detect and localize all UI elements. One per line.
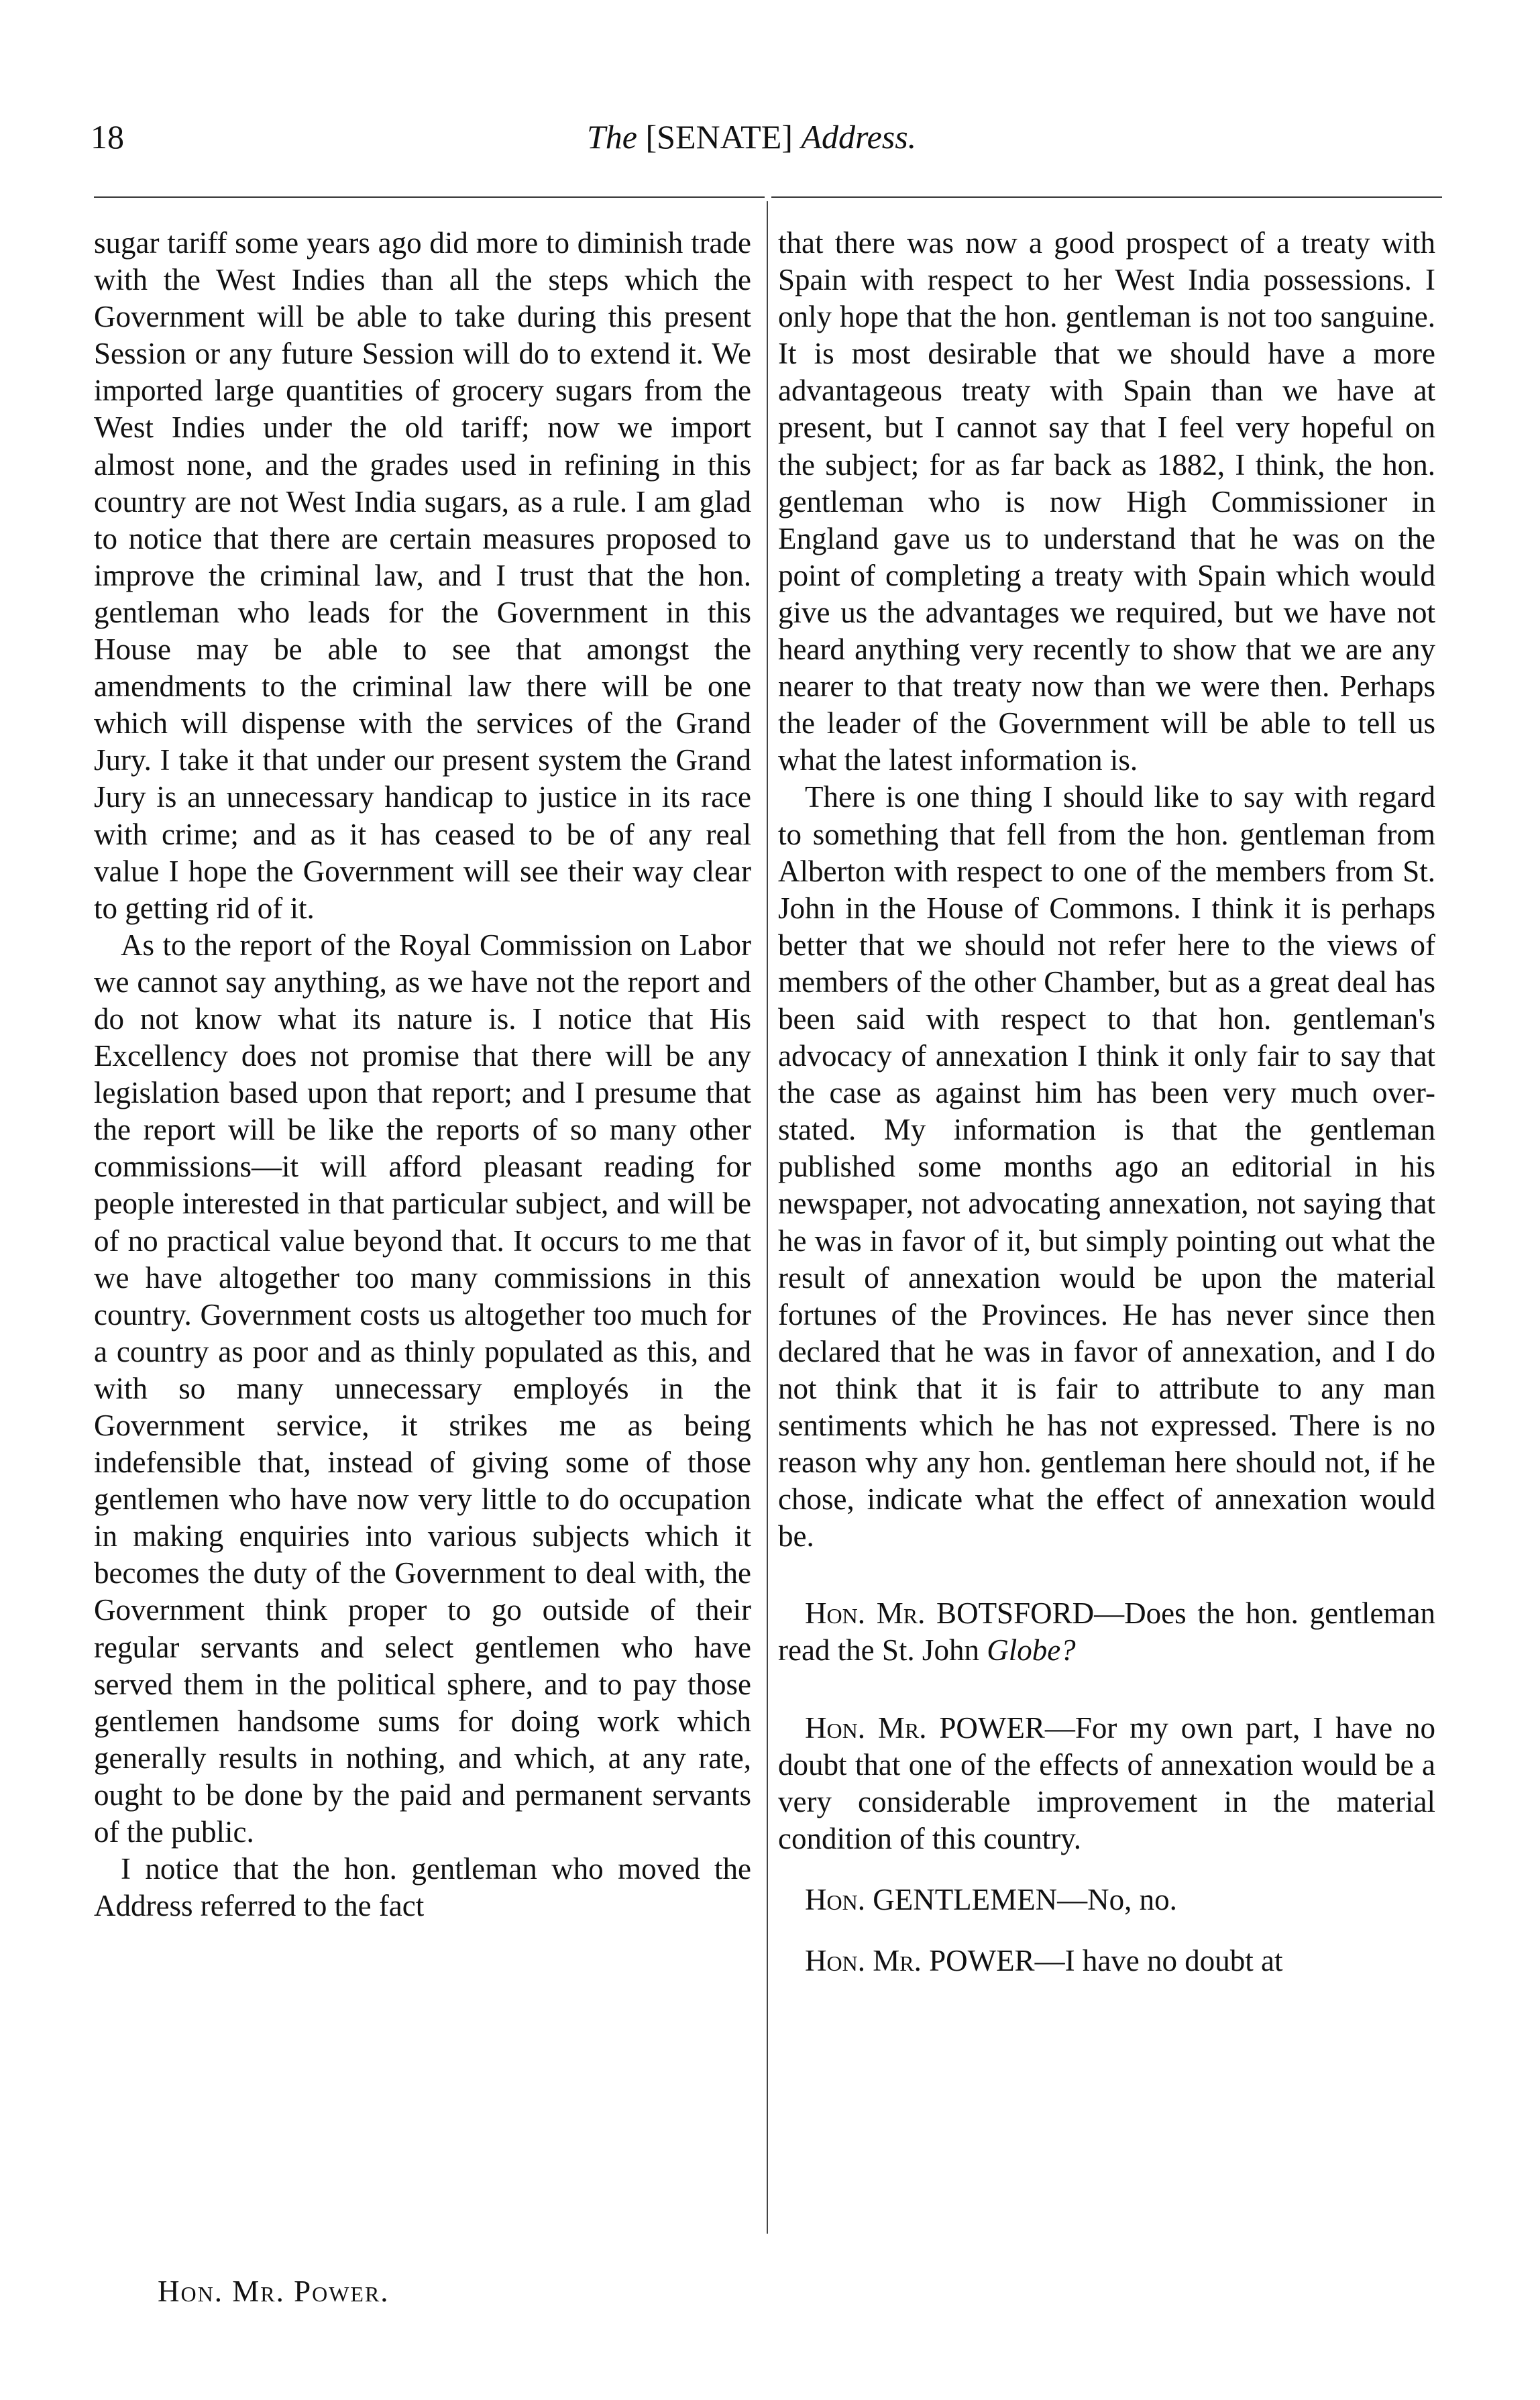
column-divider [767, 201, 768, 2234]
gentlemen-remark [778, 1881, 1435, 1918]
title-address: Address. [801, 118, 917, 156]
header-rule-right [771, 196, 1442, 198]
speaker-power: Hon. Mr. POWER [805, 1710, 1045, 1745]
page-number: 18 [91, 118, 124, 156]
footer-signature: Hon. Mr. Power. [158, 2275, 390, 2308]
title-senate: [SENATE] [637, 118, 802, 156]
botsford-remark [778, 1595, 1435, 1669]
gentlemen-text: —No, no. [1057, 1882, 1177, 1916]
left-column [94, 225, 751, 1924]
speaker-gentlemen: Hon. GENTLEMEN [805, 1882, 1058, 1916]
left-paragraph-1: sugar tariff some years ago did more to diminish trade with the West Indies than all the steps which the Government will be able to take during this present Session or any future Session will do to extend it. We imported large quantities of grocery sugars from the West Indies under the old tariff; now we import almost none, and the grades used in refining in this country are not West India sugars, as a rule. I am glad to notice that there are certain measures proposed to improve the criminal law, and I trust that the hon. gentleman who leads for the Government in this House may be able to see that amongst the amendments to the criminal law there will be one which will dispense with the services of the Grand Jury. I take it that under our present system the Grand Jury is an unnecessary handicap to justice in its race with crime; and as it has ceased to be of any real value I hope the Government will see their way clear to getting rid of it. [94, 226, 751, 925]
left-paragraph-2: As to the report of the Royal Commission on Labor we cannot say anything, as we have not the report and do not know what its nature is. I notice that His Excellency does not promise that there will be any legislation based upon that report; and I presume that the report will be like the reports of so many other commissions—it will afford pleasant reading for people interested in that particular subject, and will be of no practical value beyond that. It occurs to me that we have altogether too many commissions in this country. Government costs us altogether too much for a country as poor and as thinly populated as this, and with so many unnecessary employés in the Government service, it strikes me as being indefensible that, instead of giving some of those gentlemen who have now very little to do occupation in making enquiries into various subjects which it becomes the duty of the Government to deal with, the Government think proper to go outside of their regular servants and select gentlemen who have served them in the political sphere, and to pay those gentlemen handsome sums for doing work which generally results in nothing, and which, at any rate, ought to be done by the paid and permanent servants of the public. [94, 928, 751, 1849]
right-paragraph-2: There is one thing I should like to say with regard to something that fell from the hon. gentleman from Alberton with respect to one of the members from St. John in the House of Commons. I think it is perhaps better that we should not refer here to the views of members of the other Chamber, but as a great deal has been said with respect to that hon. gentleman's advocacy of annexation I think it only fair to say that the case as against him has been very much over-stated. My information is that the gentleman published some months ago an editorial in his newspaper, not advocating annexation, not saying that he was in favor of it, but simply pointing out what the result of annexation would be upon the material fortunes of the Provinces. He has never since then declared that he was in favor of annexation, and I do not think that it is fair to attribute to any man sentiments which he has not expressed. There is no reason why any hon. gentleman here should not, if he chose, indicate what the effect of annexation would be. [778, 780, 1435, 1553]
page-header [0, 117, 1540, 164]
right-paragraph-1: that there was now a good prospect of a treaty with Spain with respect to her West India possessions. I only hope that the hon. gentleman is not too sanguine. It is most desirable that we should have a more advantageous treaty with Spain than we have at present, but I cannot say that I feel very hopeful on the subject; for as far back as 1882, I think, the hon. gentleman who is now High Commissioner in England gave us to understand that he was on the point of completing a treaty with Spain which would give us the advantages we required, but we have not heard anything very recently to show that we are any nearer to that treaty now than we were then. Perhaps the leader of the Government will be able to tell us what the latest information is. [778, 226, 1435, 777]
power-text-2: —I have no doubt at [1034, 1944, 1283, 1978]
speaker-power-2: Hon. Mr. POWER [805, 1944, 1035, 1978]
header-rule-left [94, 196, 765, 198]
globe-title: Globe? [987, 1633, 1076, 1668]
speaker-botsford: Hon. Mr. BOTSFORD [805, 1596, 1095, 1631]
right-column [778, 225, 1435, 1979]
title-the: The [587, 118, 637, 156]
power-remark [778, 1710, 1435, 1857]
botsford-text: —Does the hon. gentleman read the St. John [778, 1596, 1435, 1668]
power-remark-2 [778, 1943, 1435, 1979]
left-paragraph-3: I notice that the hon. gentleman who moved the Address referred to the fact [94, 1852, 751, 1923]
power-text: —For my own part, I have no doubt that one of the effects of annexation would be a very considerable improvement in the material condition of this country. [778, 1710, 1435, 1855]
running-title [587, 117, 916, 156]
